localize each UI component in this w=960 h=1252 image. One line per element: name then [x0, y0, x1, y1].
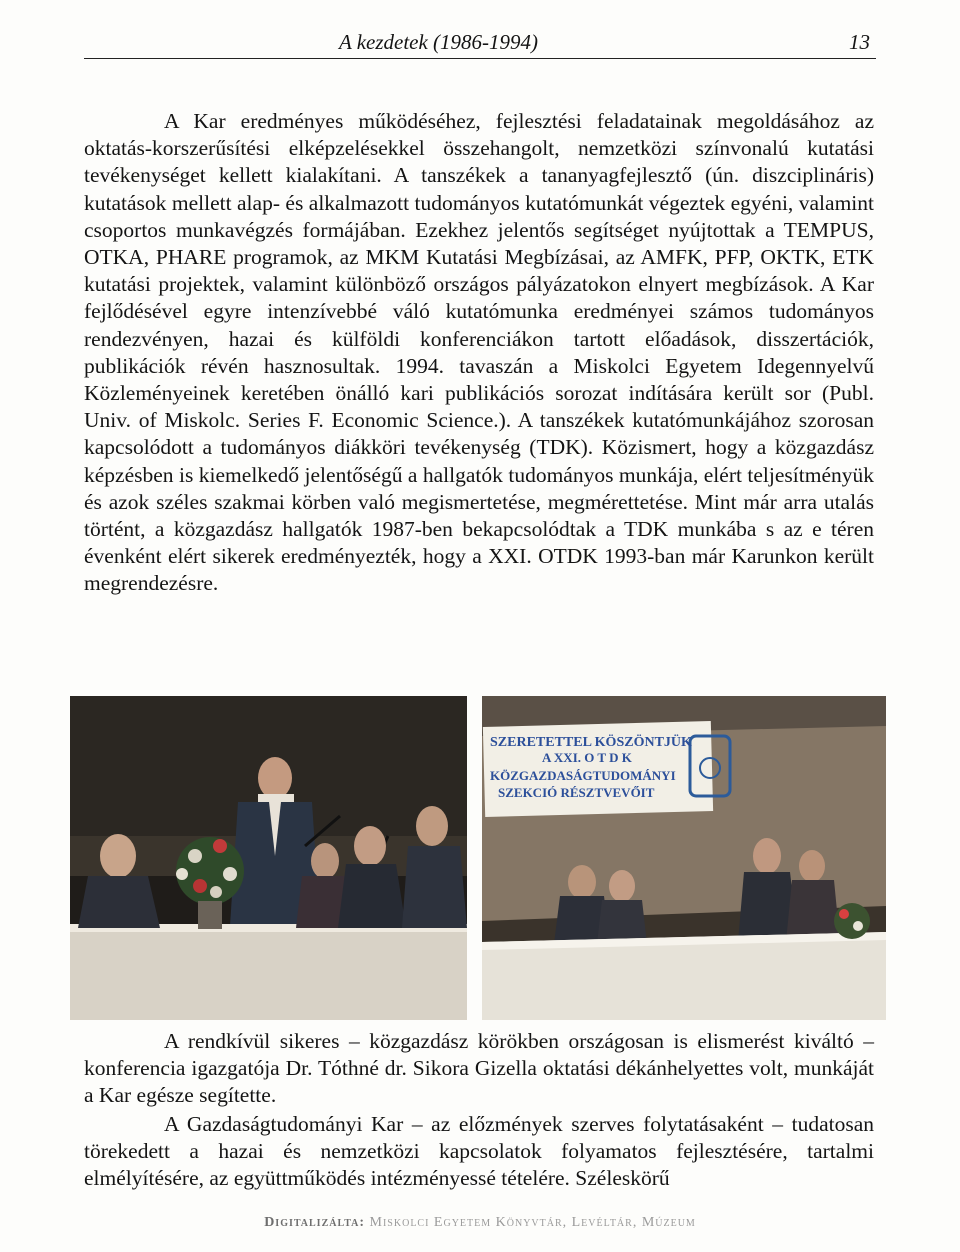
- banner-line-4: SZEKCIÓ RÉSZTVEVŐIT: [498, 785, 655, 800]
- paragraph-1-text: A Kar eredményes működéséhez, fejlesztési feladatainak megoldásához az oktatás-korszerűsítési elképzelésekkel összehangolt, nemzetközi színvonalú kutatási tevékenységet kellett kialakítani. A tanszékek a tananyagfejlesztő (ún. diszciplináris) kutatások mellett alap- és alkalmazott tudományos kutatómunkát végeztek egyéni, valamint csoportos munkavégzés formájában. Ezekhez jelentős segítséget nyújtottak a TEMPUS, OTKA, PHARE programok, az MKM Kutatási Megbízásai, az AMFK, PFP, OKTK, ETK kutatási projektek, valamint különböző országos pályázatokon elnyert megbízások. A Kar fejlődésével egyre intenzívebbé váló kutatómunka eredményei számos tudományos rendezvényen, hazai és külföldi konferenciákon tartott előadások, disszertációk, publikációk révén hasznosultak. 1994. tavaszán a Miskolci Egyetem Idegennyelvű Közleményeinek keretében önálló kari publikációs sorozat indítására került sor (Publ. Univ. of Miskolc. Series F. Economic Science.). A tanszékek kutatómunkájához szorosan kapcsolódott a tudományos diákköri tevékenység (TDK). Közismert, hogy a közgazdász képzésben is kiemelkedő jelentőségű a hallgatók tudományos munkája, elért teljesítményük és azok széles szakmai körben való megismertetése, megmérettetése. Mint már arra utalás történt, a közgazdász hallgatók 1987-ben bekapcsolódtak a TDK munkába s az e téren évenként elért sikerek eredményezték, hogy a XXI. OTDK 1993-ban már Karunkon került megrendezésre.: [84, 109, 874, 596]
- page-number: 13: [849, 30, 870, 54]
- photo-conference-speaker: [70, 696, 467, 1020]
- banner-line-2: A XXI. O T D K: [542, 750, 632, 765]
- digitization-footer: [0, 1215, 960, 1231]
- paragraph-international-relations: [84, 1111, 874, 1193]
- banner-line-1: SZERETETTEL KÖSZÖNTJÜK: [490, 735, 692, 750]
- photo-speaker-image: [70, 696, 467, 1020]
- paragraph-2-text: A rendkívül sikeres – közgazdász körökben országosan is elismerést kiváltó – konferencia igazgatója Dr. Tóthné dr. Sikora Gizella oktatási dékánhelyettes volt, munkáját a Kar egésze segítette.: [84, 1029, 874, 1108]
- photo-banner-image: [482, 696, 886, 1020]
- running-header: [84, 28, 876, 59]
- footer-prefix: Digitalizálta:: [264, 1215, 366, 1230]
- photo-otdk-banner: [482, 696, 886, 1020]
- chapter-title: A kezdetek (1986-1994): [339, 30, 539, 54]
- banner-line-3: KÖZGAZDASÁGTUDOMÁNYI: [490, 768, 676, 783]
- paragraph-3-text: A Gazdaságtudományi Kar – az előzmények szerves folytatásaként – tudatosan törekedett a hazai és nemzetközi kapcsolatok folyamatos fejlesztésére, tartalmi elmélyítésére, az együttműködés intézményessé tételére. Széleskörű: [84, 1112, 874, 1191]
- paragraph-research: [84, 108, 874, 598]
- footer-text: Miskolci Egyetem Könyvtár, Levéltár, Múzeum: [369, 1215, 696, 1230]
- paragraph-conference-director: [84, 1028, 874, 1110]
